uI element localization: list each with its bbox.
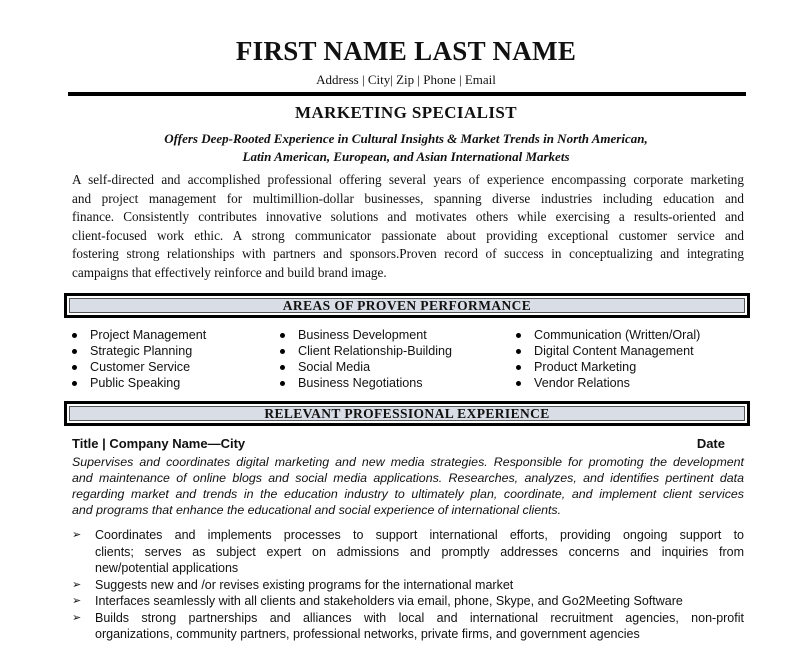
- bullet-icon: [516, 365, 521, 370]
- section-title: RELEVANT PROFESSIONAL EXPERIENCE: [69, 406, 745, 421]
- arrow-bullet-icon: ➢: [72, 529, 82, 541]
- bullet-icon: [280, 381, 285, 386]
- skill-label: Product Marketing: [534, 360, 637, 374]
- bullet-icon: [280, 349, 285, 354]
- experience-description: [72, 454, 744, 518]
- bullet-item: [72, 593, 744, 610]
- header-divider: [68, 92, 746, 96]
- description-line: Supervises and coordinates digital marketing and new media strategies. Responsible for promoting the development: [72, 455, 744, 469]
- position-title: Title | Company Name—City: [72, 436, 246, 451]
- bullet-icon: [72, 381, 77, 386]
- bullet-icon: [516, 381, 521, 386]
- section-header-performance: [64, 293, 750, 318]
- skill-item: [516, 327, 700, 343]
- skill-item: [280, 359, 452, 375]
- candidate-name: FIRST NAME LAST NAME: [235, 36, 577, 66]
- skill-label: Business Negotiations: [298, 376, 423, 390]
- contact-line: Address | City| Zip | Phone | Email: [316, 72, 496, 87]
- section-title: AREAS OF PROVEN PERFORMANCE: [69, 298, 745, 313]
- description-line: and maintenance of online blogs and social media applications. Researches, analyzes, and identifies pertinent data: [72, 471, 744, 485]
- description-line: regarding market and trends in the education industry to ultimately plan, coordinate, and implement client services: [72, 487, 744, 501]
- bullet-line: new/potential applications: [95, 561, 239, 575]
- skill-item: [280, 343, 452, 359]
- skill-item: [72, 343, 206, 359]
- bullet-line: organizations, community partners, professional networks, private firms, and government agencies: [95, 627, 640, 641]
- arrow-bullet-icon: ➢: [72, 595, 82, 607]
- skill-item: [280, 327, 452, 343]
- summary-line: fostering strong relationships with partners and sponsors.Proven record of success in conceptualizing and integrating: [72, 246, 744, 261]
- skill-label: Social Media: [298, 360, 371, 374]
- skill-item: [516, 375, 700, 391]
- summary-line: and project management for multimillion-dollar businesses, spanning diverse industries including education and: [72, 190, 744, 206]
- bullet-item: [72, 577, 744, 594]
- tagline-line-2: Latin American, European, and Asian International Markets: [242, 149, 570, 164]
- bullet-item: [72, 527, 744, 577]
- bullet-icon: [72, 365, 77, 370]
- bullet-line: Coordinates and implements processes to support international efforts, providing ongoing support to: [95, 528, 744, 542]
- skill-item: [72, 327, 206, 343]
- skill-label: Strategic Planning: [90, 344, 193, 358]
- description-line: and programs that enhance the educational and social experience of international clients.: [72, 503, 562, 517]
- summary-line: A self-directed and accomplished professional offering several years of experience encompassing corporate marketing: [72, 172, 744, 187]
- skill-item: [280, 375, 452, 391]
- skill-label: Client Relationship-Building: [298, 344, 453, 358]
- skills-column-1: [72, 327, 206, 391]
- job-title: MARKETING SPECIALIST: [295, 103, 517, 122]
- professional-summary: [72, 171, 744, 282]
- skill-label: Project Management: [90, 328, 207, 342]
- tagline-line-1: Offers Deep-Rooted Experience in Cultural Insights & Market Trends in North American,: [164, 131, 648, 146]
- bullet-icon: [72, 333, 77, 338]
- summary-line: client-focused work ethic. A strong communicator passionate about providing exceptional customer service and: [72, 227, 744, 243]
- bullet-item: [72, 610, 744, 643]
- position-date: Date: [696, 436, 725, 451]
- experience-bullets: [72, 527, 744, 643]
- bullet-icon: [280, 365, 285, 370]
- skills-column-2: [280, 327, 452, 391]
- skill-label: Vendor Relations: [534, 376, 630, 390]
- skill-label: Communication (Written/Oral): [534, 328, 701, 342]
- bullet-icon: [280, 333, 285, 338]
- arrow-bullet-icon: ➢: [72, 611, 82, 624]
- bullet-line: Builds strong partnerships and alliances with local and international recruitment agencies, non-profit: [95, 610, 744, 625]
- skill-item: [516, 359, 700, 375]
- bullet-icon: [516, 333, 521, 338]
- bullet-line: clients; serves as subject expert on admissions and promptly addresses concerns and inquiries from: [95, 544, 744, 559]
- skills-column-3: [516, 327, 700, 391]
- skill-item: [72, 359, 206, 375]
- skill-item: [516, 343, 700, 359]
- skill-label: Business Development: [298, 328, 427, 342]
- summary-line: campaigns that effectively reinforce and build brand image.: [72, 264, 387, 280]
- skill-label: Customer Service: [90, 360, 191, 374]
- experience-heading: [72, 436, 725, 452]
- skill-label: Digital Content Management: [534, 344, 694, 358]
- bullet-icon: [72, 349, 77, 354]
- skill-item: [72, 375, 206, 391]
- bullet-line: Interfaces seamlessly with all clients and stakeholders via email, phone, Skype, and Go2Meeting Software: [95, 594, 683, 608]
- arrow-bullet-icon: ➢: [72, 578, 82, 591]
- section-header-experience: [64, 401, 750, 426]
- summary-line: finance. Consistently contributes innovative solutions and motivates others while exercising a results-oriented and: [72, 209, 744, 224]
- bullet-icon: [516, 349, 521, 354]
- bullet-line: Suggests new and /or revises existing programs for the international market: [95, 577, 514, 592]
- skill-label: Public Speaking: [90, 376, 181, 390]
